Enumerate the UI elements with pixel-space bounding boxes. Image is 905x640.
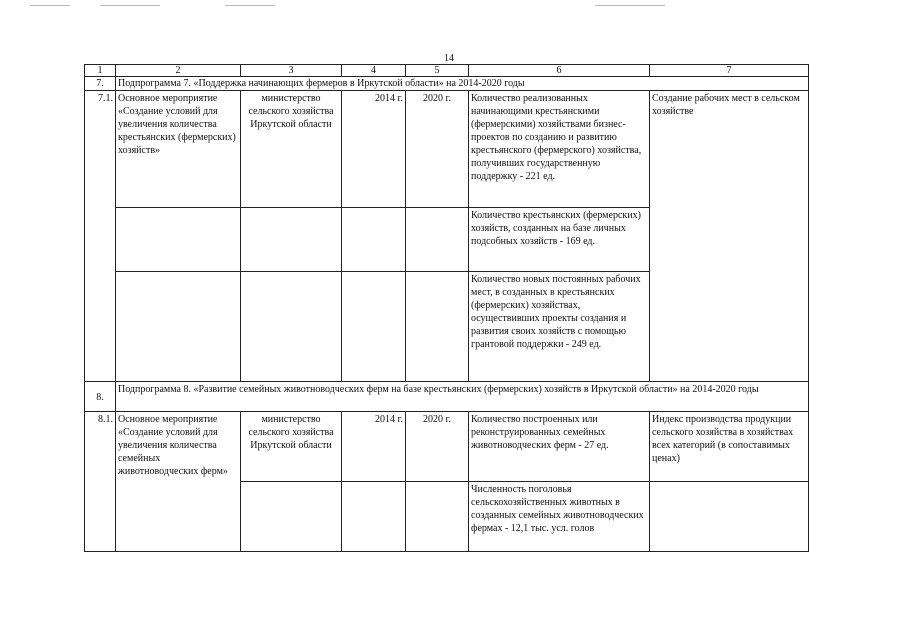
end-year-cell: 2020 г. bbox=[406, 412, 469, 482]
column-number: 3 bbox=[241, 65, 342, 77]
empty-cell bbox=[241, 208, 342, 272]
activity-cell: Основное мероприятие «Создание условий для увеличения количества семейных животноводческих ферм» bbox=[116, 412, 241, 552]
executor-cell: министерство сельского хозяйства Иркутской области bbox=[241, 412, 342, 482]
empty-cell bbox=[406, 208, 469, 272]
subprogram-title: Подпрограмма 7. «Поддержка начинающих фермеров в Иркутской области» на 2014-2020 годы bbox=[116, 77, 809, 91]
result-cell: Количество крестьянских (фермерских) хозяйств, созданных на базе личных подсобных хозяйств - 169 ед. bbox=[469, 208, 650, 272]
empty-cell bbox=[241, 272, 342, 382]
result-cell: Количество построенных или реконструированных семейных животноводческих ферм - 27 ед. bbox=[469, 412, 650, 482]
column-number: 2 bbox=[116, 65, 241, 77]
column-number-row bbox=[85, 65, 809, 77]
table-row bbox=[85, 412, 809, 482]
column-number: 4 bbox=[342, 65, 406, 77]
empty-cell bbox=[342, 208, 406, 272]
scan-artifact bbox=[595, 5, 665, 6]
page-number: 14 bbox=[444, 53, 454, 64]
empty-cell bbox=[342, 482, 406, 552]
scan-artifact bbox=[100, 5, 160, 6]
empty-cell bbox=[116, 208, 241, 272]
row-number: 7.1. bbox=[85, 91, 116, 382]
table-row bbox=[85, 91, 809, 208]
result-cell: Количество реализованных начинающими крестьянскими (фермерскими) хозяйствами бизнес-проектов по созданию и развитию крестьянского (фермерского) хозяйства, получивших государственную поддержку - 221 ед. bbox=[469, 91, 650, 208]
empty-cell bbox=[116, 272, 241, 382]
activity-cell: Основное мероприятие «Создание условий для увеличения количества крестьянских (фермерских) хозяйств» bbox=[116, 91, 241, 208]
start-year-cell: 2014 г. bbox=[342, 412, 406, 482]
scan-artifact bbox=[30, 5, 70, 6]
empty-cell bbox=[650, 482, 809, 552]
empty-cell bbox=[406, 482, 469, 552]
start-year-cell: 2014 г. bbox=[342, 91, 406, 208]
scan-artifact bbox=[225, 5, 275, 6]
result-cell: Количество новых постоянных рабочих мест, в созданных в крестьянских (фермерских) хозяйствах, осуществивших проекты создания и развития своих хозяйств с помощью грантовой поддержки - 249 ед. bbox=[469, 272, 650, 382]
empty-cell bbox=[241, 482, 342, 552]
row-number: 8.1. bbox=[85, 412, 116, 552]
column-number: 7 bbox=[650, 65, 809, 77]
column-number: 6 bbox=[469, 65, 650, 77]
indicator-cell: Создание рабочих мест в сельском хозяйстве bbox=[650, 91, 809, 382]
program-table bbox=[84, 64, 809, 552]
row-number: 8. bbox=[85, 382, 116, 412]
empty-cell bbox=[342, 272, 406, 382]
result-cell: Численность поголовья сельскохозяйственных животных в созданных семейных животноводческих фермах - 12,1 тыс. усл. голов bbox=[469, 482, 650, 552]
subprogram-8-row bbox=[85, 382, 809, 412]
executor-cell: министерство сельского хозяйства Иркутской области bbox=[241, 91, 342, 208]
end-year-cell: 2020 г. bbox=[406, 91, 469, 208]
column-number: 5 bbox=[406, 65, 469, 77]
column-number: 1 bbox=[85, 65, 116, 77]
subprogram-title: Подпрограмма 8. «Развитие семейных животноводческих ферм на базе крестьянских (фермерских) хозяйств в Иркутской области» на 2014-2020 годы bbox=[116, 382, 809, 412]
empty-cell bbox=[406, 272, 469, 382]
subprogram-7-row bbox=[85, 77, 809, 91]
indicator-cell: Индекс производства продукции сельского хозяйства в хозяйствах всех категорий (в сопоставимых ценах) bbox=[650, 412, 809, 482]
row-number: 7. bbox=[85, 77, 116, 91]
